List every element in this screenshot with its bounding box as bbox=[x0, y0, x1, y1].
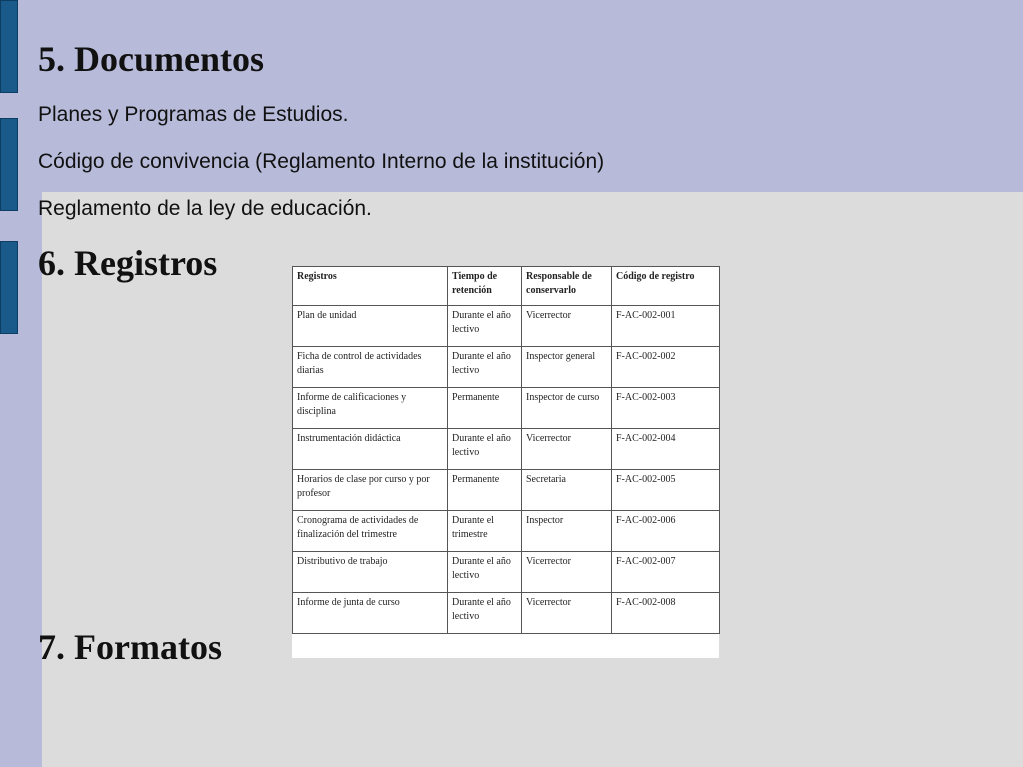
records-table-image bbox=[292, 266, 719, 658]
table-row bbox=[293, 552, 720, 593]
accent-bar bbox=[0, 241, 18, 334]
accent-bar bbox=[0, 0, 18, 93]
table-header-row bbox=[293, 267, 720, 306]
accent-bar bbox=[0, 118, 18, 211]
table-cell: Instrumentación didáctica bbox=[293, 429, 448, 470]
section-heading-formatos: 7. Formatos bbox=[38, 627, 222, 667]
table-cell: Vicerrector bbox=[522, 429, 612, 470]
table-cell: Permanente bbox=[448, 470, 522, 511]
table-cell: Distributivo de trabajo bbox=[293, 552, 448, 593]
table-cell: Durante el año lectivo bbox=[448, 306, 522, 347]
column-header-responsable: Responsable de conservarlo bbox=[522, 267, 612, 306]
table-row bbox=[293, 388, 720, 429]
table-cell: Secretaria bbox=[522, 470, 612, 511]
table-cell: Cronograma de actividades de finalización del trimestre bbox=[293, 511, 448, 552]
table-row bbox=[293, 470, 720, 511]
table-cell: Vicerrector bbox=[522, 593, 612, 634]
table-cell: Informe de calificaciones y disciplina bbox=[293, 388, 448, 429]
table-cell: Durante el año lectivo bbox=[448, 347, 522, 388]
document-item: Planes y Programas de Estudios. bbox=[38, 103, 349, 126]
table-cell: F-AC-002-005 bbox=[612, 470, 720, 511]
table-cell: Inspector bbox=[522, 511, 612, 552]
table-cell: F-AC-002-006 bbox=[612, 511, 720, 552]
table-cell: F-AC-002-004 bbox=[612, 429, 720, 470]
table-cell: Inspector general bbox=[522, 347, 612, 388]
table-row bbox=[293, 347, 720, 388]
table-cell: Plan de unidad bbox=[293, 306, 448, 347]
table-cell: Durante el trimestre bbox=[448, 511, 522, 552]
table-cell: Informe de junta de curso bbox=[293, 593, 448, 634]
section-heading-documentos: 5. Documentos bbox=[38, 39, 264, 79]
table-cell: F-AC-002-001 bbox=[612, 306, 720, 347]
column-header-codigo: Código de registro bbox=[612, 267, 720, 306]
table-cell: Ficha de control de actividades diarias bbox=[293, 347, 448, 388]
table-cell: Permanente bbox=[448, 388, 522, 429]
table-cell: F-AC-002-008 bbox=[612, 593, 720, 634]
column-header-registros: Registros bbox=[293, 267, 448, 306]
table-row bbox=[293, 511, 720, 552]
document-item: Reglamento de la ley de educación. bbox=[38, 197, 372, 220]
table-cell: Inspector de curso bbox=[522, 388, 612, 429]
table-cell: Durante el año lectivo bbox=[448, 593, 522, 634]
table-cell: Durante el año lectivo bbox=[448, 429, 522, 470]
table-cell: Vicerrector bbox=[522, 306, 612, 347]
section-heading-registros: 6. Registros bbox=[38, 243, 218, 283]
records-table bbox=[292, 266, 720, 634]
table-cell: Vicerrector bbox=[522, 552, 612, 593]
table-row bbox=[293, 593, 720, 634]
table-cell: F-AC-002-002 bbox=[612, 347, 720, 388]
table-cell: F-AC-002-007 bbox=[612, 552, 720, 593]
table-cell: Horarios de clase por curso y por profesor bbox=[293, 470, 448, 511]
document-item: Código de convivencia (Reglamento Interno de la institución) bbox=[38, 150, 605, 173]
table-cell: F-AC-002-003 bbox=[612, 388, 720, 429]
table-row bbox=[293, 306, 720, 347]
column-header-tiempo-retencion: Tiempo de retención bbox=[448, 267, 522, 306]
table-cell: Durante el año lectivo bbox=[448, 552, 522, 593]
table-row bbox=[293, 429, 720, 470]
